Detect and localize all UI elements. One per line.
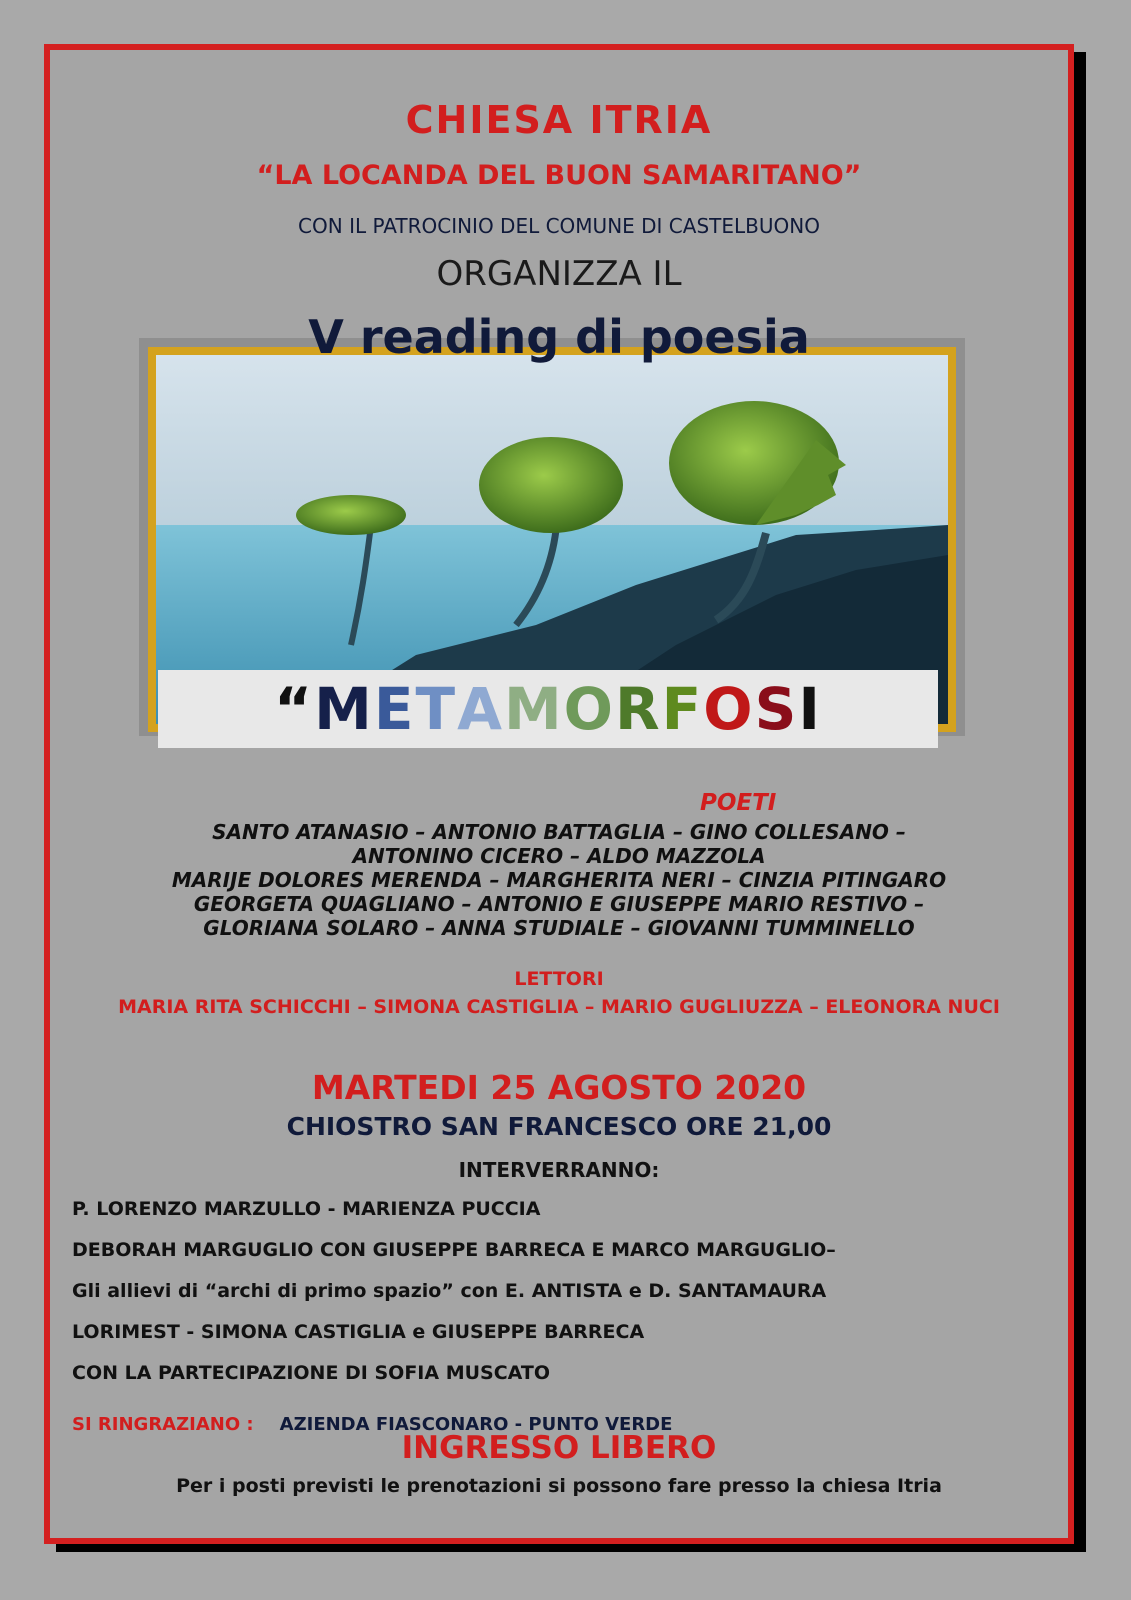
event-date: MARTEDI 25 AGOSTO 2020	[311, 1068, 807, 1107]
event-title: V reading di poesia	[308, 310, 810, 364]
poets-line: GLORIANA SOLARO – ANNA STUDIALE – GIOVANNI TUMMINELLO	[203, 916, 915, 940]
speakers-line: Gli allievi di “archi di primo spazio” con E. ANTISTA e D. SANTAMAURA	[72, 1280, 827, 1302]
banner-letter: M	[503, 675, 564, 743]
banner-letter: M	[314, 675, 374, 743]
readers-heading: LETTORI	[514, 968, 604, 990]
speakers-line: P. LORENZO MARZULLO - MARIENZA PUCCIA	[72, 1198, 541, 1220]
poets-list	[50, 820, 1068, 940]
thanks-sponsors: AZIENDA FIASCONARO - PUNTO VERDE	[279, 1414, 673, 1435]
organizes-line: ORGANIZZA IL	[436, 254, 682, 294]
metamorfosi-banner	[158, 670, 938, 748]
speakers-line: CON LA PARTECIPAZIONE DI SOFIA MUSCATO	[72, 1362, 550, 1384]
booking-note: Per i posti previsti le prenotazioni si possono fare presso la chiesa Itria	[176, 1475, 942, 1497]
banner-letter: I	[798, 675, 822, 743]
organization-name: “LA LOCANDA DEL BUON SAMARITANO”	[256, 160, 862, 191]
banner-letter: S	[754, 675, 799, 743]
banner-letter: R	[614, 675, 662, 743]
patronage-line: CON IL PATROCINIO DEL COMUNE DI CASTELBUONO	[298, 214, 820, 238]
church-title: CHIESA ITRIA	[405, 98, 713, 142]
speakers-line: DEBORAH MARGUGLIO CON GIUSEPPE BARRECA E MARCO MARGUGLIO–	[72, 1239, 836, 1261]
poets-line: SANTO ATANASIO – ANTONIO BATTAGLIA – GINO COLLESANO –	[212, 820, 906, 844]
banner-letter: A	[457, 675, 504, 743]
banner-letter: T	[415, 675, 458, 743]
event-place-time: CHIOSTRO SAN FRANCESCO ORE 21,00	[286, 1112, 832, 1141]
poster	[44, 44, 1074, 1544]
banner-letter: O	[703, 675, 755, 743]
poets-line: GEORGETA QUAGLIANO – ANTONIO E GIUSEPPE MARIO RESTIVO –	[193, 892, 925, 916]
poets-heading: POETI	[700, 790, 777, 816]
poets-line: MARIJE DOLORES MERENDA – MARGHERITA NERI – CINZIA PITINGARO	[171, 868, 947, 892]
banner-letter: O	[563, 675, 615, 743]
poets-line: ANTONINO CICERO – ALDO MAZZOLA	[352, 844, 766, 868]
banner-letter: F	[661, 675, 704, 743]
readers-list: MARIA RITA SCHICCHI – SIMONA CASTIGLIA – MARIO GUGLIUZZA – ELEONORA NUCI	[118, 996, 1000, 1018]
banner-letter: “	[274, 675, 315, 743]
free-entry: INGRESSO LIBERO	[401, 1430, 717, 1466]
speakers-list	[72, 1198, 836, 1403]
banner-letter: E	[373, 675, 416, 743]
speakers-line: LORIMEST - SIMONA CASTIGLIA e GIUSEPPE BARRECA	[72, 1321, 645, 1343]
speakers-heading: INTERVERRANNO:	[458, 1158, 660, 1182]
thanks-label: SI RINGRAZIANO :	[72, 1414, 254, 1435]
